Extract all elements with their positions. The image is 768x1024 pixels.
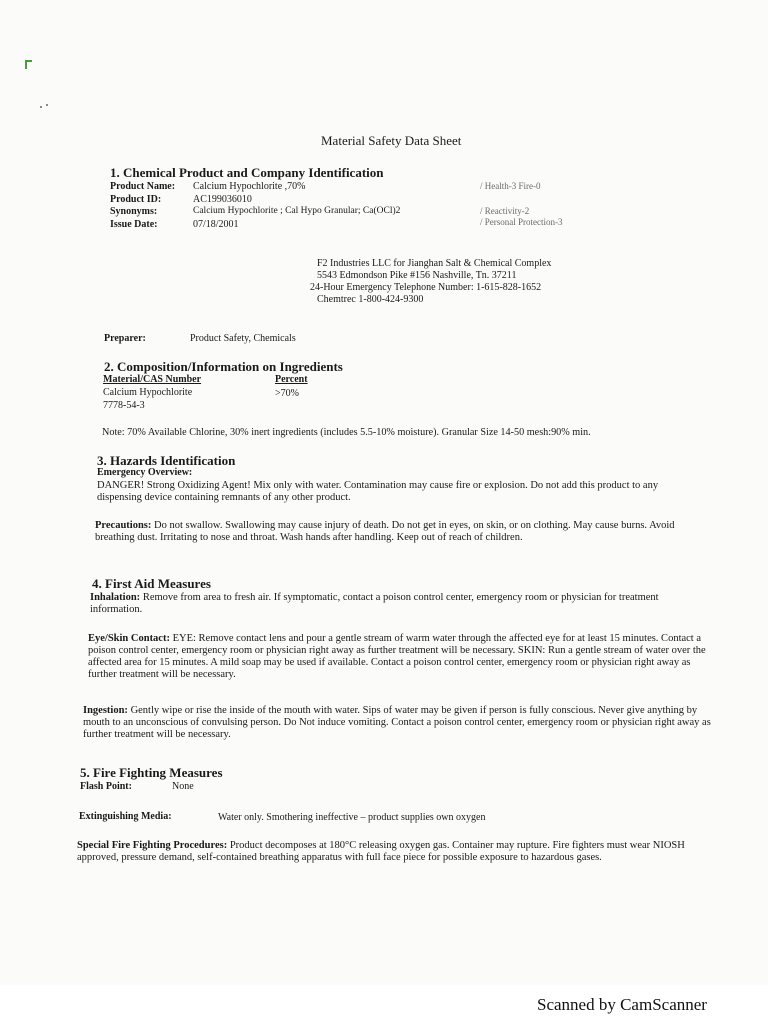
- eye-skin-label: Eye/Skin Contact:: [88, 633, 170, 644]
- ingestion-text: Gently wipe or rise the inside of the mouth with water. Sips of water may be given if person is fully conscious. Never give anything by mouth to an unconscious of convulsing person. Do Not induce vomiting. Contact a poison control center, emergency room or physician right away as further treatment will be necessary.: [83, 705, 711, 740]
- hazard-rating: / Personal Protection-3: [480, 217, 563, 227]
- emergency-overview-label: Emergency Overview:: [97, 467, 193, 478]
- extinguishing-media-label: Extinguishing Media:: [79, 811, 172, 822]
- issue-date-label: Issue Date:: [110, 219, 158, 230]
- product-name-label: Product Name:: [110, 181, 176, 192]
- scan-speck: [46, 104, 48, 106]
- special-procedures-text: Product decomposes at 180°C releasing oxygen gas. Container may rupture. Fire fighters must wear NIOSH approved, pressure demand, self-contained breathing apparatus with full face piece for possible exposure to hazardous gases.: [77, 840, 685, 863]
- scanner-footer: [0, 985, 768, 1024]
- special-procedures-block: [77, 840, 717, 864]
- cas-number: 7778-54-3: [103, 400, 145, 411]
- hazard-rating: / Health-3 Fire-0: [480, 181, 541, 191]
- eye-skin-block: [88, 633, 713, 681]
- precautions-label: Precautions:: [95, 520, 152, 531]
- company-line: 24-Hour Emergency Telephone Number: 1-615-828-1652: [310, 282, 542, 293]
- ingestion-label: Ingestion:: [83, 705, 128, 716]
- scanner-watermark: Scanned by CamScanner: [537, 995, 707, 1014]
- material-cas-header: Material/CAS Number: [103, 374, 202, 385]
- extinguishing-media-value: Water only. Smothering ineffective – product supplies own oxygen: [218, 812, 486, 823]
- inhalation-text: Remove from area to fresh air. If symptomatic, contact a poison control center, emergency room or physician for treatment information.: [90, 592, 659, 615]
- section-4-heading: 4. First Aid Measures: [92, 576, 211, 591]
- synonyms-value: Calcium Hypochlorite ; Cal Hypo Granular; Ca(OCl)2: [193, 206, 401, 216]
- section-5-heading: 5. Fire Fighting Measures: [80, 765, 223, 780]
- scan-speck: [40, 106, 42, 108]
- document-title: Material Safety Data Sheet: [321, 133, 462, 148]
- product-name-value: Calcium Hypochlorite ,70%: [193, 181, 306, 192]
- precautions-block: [95, 520, 700, 544]
- percent-value: >70%: [275, 388, 299, 399]
- issue-date-value: 07/18/2001: [193, 219, 239, 230]
- material-name: Calcium Hypochlorite: [103, 387, 193, 398]
- synonyms-label: Synonyms:: [110, 206, 158, 217]
- inhalation-block: [90, 592, 710, 616]
- inhalation-label: Inhalation:: [90, 592, 141, 603]
- danger-text: DANGER! Strong Oxidizing Agent! Mix only with water. Contamination may cause fire or explosion. Do not add this product to any dispensing device containing remnants of any other product.: [97, 480, 659, 503]
- company-line: Chemtrec 1-800-424-9300: [317, 294, 424, 305]
- section-2-heading: 2. Composition/Information on Ingredients: [104, 359, 343, 374]
- section-1-heading: 1. Chemical Product and Company Identification: [110, 165, 384, 180]
- company-line: F2 Industries LLC for Jianghan Salt & Chemical Complex: [317, 258, 552, 269]
- ingestion-block: [83, 705, 713, 741]
- special-procedures-label: Special Fire Fighting Procedures:: [77, 840, 228, 851]
- percent-header: Percent: [275, 374, 308, 385]
- corner-mark: [25, 60, 32, 69]
- flash-point-label: Flash Point:: [80, 781, 132, 792]
- eye-skin-text: EYE: Remove contact lens and pour a gentle stream of warm water through the affected eye for at least 15 minutes. Contact a poison control center, emergency room or physician right away as further treatment will be necessary. SKIN: Run a gentle stream of water over the affected area for 15 minutes. A mild soap may be used if available. Contact a poison control center, emergency room or physician right away as further treatment will be necessary.: [88, 633, 706, 680]
- preparer-value: Product Safety, Chemicals: [190, 333, 296, 344]
- company-line: 5543 Edmondson Pike #156 Nashville, Tn. 37211: [317, 270, 517, 281]
- preparer-label: Preparer:: [104, 333, 146, 344]
- composition-note: Note: 70% Available Chlorine, 30% inert ingredients (includes 5.5-10% moisture). Granular Size 14-50 mesh:90% min.: [102, 427, 591, 438]
- precautions-text: Do not swallow. Swallowing may cause injury of death. Do not get in eyes, on skin, or on clothing. May cause burns. Avoid breathing dust. Irritating to nose and throat. Wash hands after handling. Keep out of reach of children.: [95, 520, 675, 543]
- flash-point-value: None: [172, 781, 194, 792]
- hazard-rating: / Reactivity-2: [480, 206, 530, 216]
- section-3-heading: 3. Hazards Identification: [97, 453, 236, 468]
- product-id-label: Product ID:: [110, 194, 162, 205]
- product-id-value: AC199036010: [193, 194, 252, 205]
